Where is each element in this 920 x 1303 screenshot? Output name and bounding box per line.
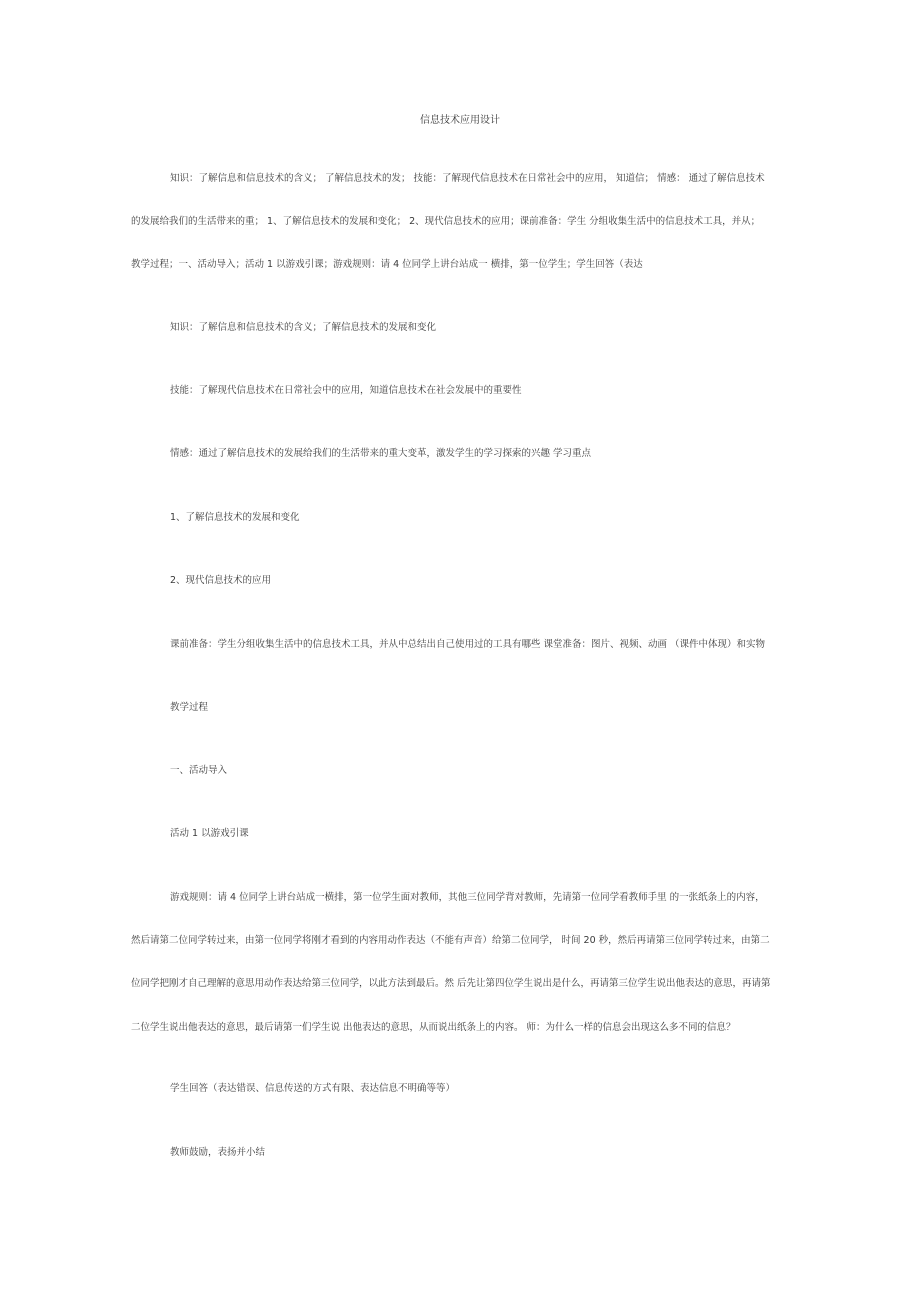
rules-line-1: 游戏规则：请 4 位同学上讲台站成一横排，第一位学生面对教师，其他三位同学背对教师，先请第一位同学看教师手里 的一张纸条上的内容， (170, 892, 765, 903)
preparation-text: 课前准备：学生分组收集生活中的信息技术工具，并从中总结出自己使用过的工具有哪些 课堂准备：图片、视频、动画 （课件中体现）和实物 (170, 639, 766, 650)
key-point-1: 1、了解信息技术的发展和变化 (170, 512, 300, 523)
rules-line-3: 位同学把刚才自己理解的意思用动作表达给第三位同学，以此方法到最后。然 后先让第四位学生说出是什么，再请第三位学生说出他表达的意思，再请第 (131, 978, 771, 989)
section-heading-activity-intro: 一、活动导入 (170, 765, 228, 776)
summary-line-2: 的发展给我们的生活带来的重； 1、了解信息技术的发展和变化； 2、现代信息技术的应用；课前准备：学生 分组收集生活中的信息技术工具，并从； (131, 216, 761, 227)
rules-line-4: 二位学生说出他表达的意思，最后请第一们学生说 出他表达的意思，从而说出纸条上的内容。 师：为什么一样的信息会出现这么多不同的信息？ (131, 1022, 736, 1033)
objective-skill: 技能：了解现代信息技术在日常社会中的应用，知道信息技术在社会发展中的重要性 (170, 385, 522, 396)
document-title: 信息技术应用设计 (420, 115, 500, 126)
objective-emotion: 情感：通过了解信息技术的发展给我们的生活带来的重大变革，激发学生的学习探索的兴趣 学习重点 (170, 448, 592, 459)
rules-line-2: 然后请第二位同学转过来，由第一位同学将刚才看到的内容用动作表达（不能有声音）给第二位同学， 时间 20 秒，然后再请第三位同学转过来，由第二 (131, 935, 770, 946)
summary-line-1: 知识：了解信息和信息技术的含义； 了解信息技术的发； 技能：了解现代信息技术在日常社会中的应用， 知道信； 情感： 通过了解信息技术 (170, 173, 765, 184)
process-heading: 教学过程 (170, 702, 209, 713)
student-answer: 学生回答（表达错误、信息传送的方式有限、表达信息不明确等等） (170, 1083, 456, 1094)
objective-knowledge: 知识：了解信息和信息技术的含义；了解信息技术的发展和变化 (170, 322, 437, 333)
key-point-2: 2、现代信息技术的应用 (170, 575, 272, 586)
teacher-summary: 教师鼓励，表扬并小结 (170, 1147, 266, 1158)
summary-line-3: 教学过程；一、活动导入；活动 1 以游戏引课；游戏规则：请 4 位同学上讲台站成一 横排，第一位学生；学生回答（表达 (131, 259, 643, 270)
activity-1-heading: 活动 1 以游戏引课 (170, 828, 249, 839)
